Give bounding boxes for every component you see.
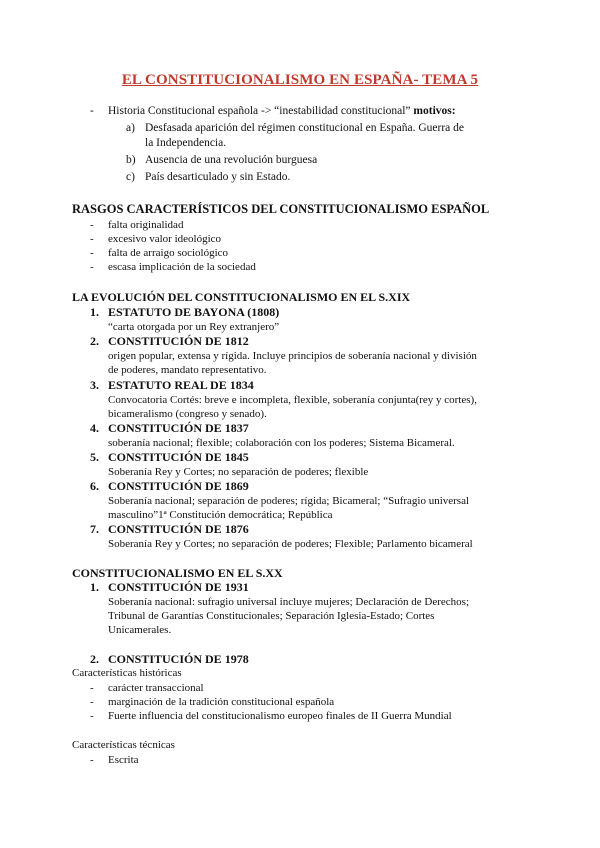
item-desc: origen popular, extensa y rígida. Incluye principios de soberanía nacional y división [108,350,477,362]
list-dash: - [90,696,94,708]
item-title: CONSTITUCIÓN DE 1812 [108,334,249,348]
item-number: 3. [90,378,99,392]
item-number: 6. [90,479,99,493]
list-item: excesivo valor ideológico [108,233,222,245]
list-marker: b) [126,154,136,166]
list-dash: - [90,233,94,245]
list-item: Desfasada aparición del régimen constitucional en España. Guerra de [145,122,464,134]
item-title: ESTATUTO REAL DE 1834 [108,378,254,392]
item-desc: masculino”1ª Constitución democrática; República [108,509,333,521]
list-item: Escrita [108,754,139,766]
list-dash: - [90,219,94,231]
section-heading-sxx: CONSTITUCIONALISMO EN EL S.XX [72,566,283,580]
section-heading-evolucion: LA EVOLUCIÓN DEL CONSTITUCIONALISMO EN EL S.XIX [72,290,411,304]
item-number: 7. [90,522,99,536]
list-marker: a) [126,122,135,134]
item-title: CONSTITUCIÓN DE 1845 [108,450,249,464]
intro-bold: motivos: [413,105,456,117]
list-dash: - [90,682,94,694]
list-item-cont: la Independencia. [145,137,227,149]
list-item: País desarticulado y sin Estado. [145,171,291,183]
intro-text: Historia Constitucional española -> “inestabilidad constitucional” [108,105,411,117]
item-desc: Unicamerales. [108,624,172,636]
list-marker: c) [126,171,135,183]
subheading-tecnicas: Características técnicas [72,739,175,751]
item-desc: Convocatoria Cortés: breve e incompleta, flexible, soberanía conjunta(rey y cortes), [108,394,477,406]
item-title: ESTATUTO DE BAYONA (1808) [108,305,280,319]
item-desc: de poderes, mandato representativo. [108,364,267,376]
item-desc: Soberanía nacional; separación de poderes; rígida; Bicameral; “Sufragio universal [108,495,470,507]
list-item: escasa implicación de la sociedad [108,261,256,273]
section-heading-rasgos: RASGOS CARACTERÍSTICOS DEL CONSTITUCIONALISMO ESPAÑOL [72,202,490,216]
list-dash: - [90,710,94,722]
item-desc: bicameralismo (congreso y senado). [108,408,267,420]
item-title: CONSTITUCIÓN DE 1869 [108,479,249,493]
list-dash: - [90,754,94,766]
list-item: falta de arraigo sociológico [108,247,229,259]
item-title: CONSTITUCIÓN DE 1876 [108,522,249,536]
list-item: carácter transaccional [108,682,204,694]
item-title: CONSTITUCIÓN DE 1931 [108,580,249,594]
list-dash: - [90,247,94,259]
item-number: 2. [90,652,99,666]
item-desc: Soberanía nacional: sufragio universal incluye mujeres; Declaración de Derechos; [108,596,470,608]
item-title: CONSTITUCIÓN DE 1978 [108,652,249,666]
item-desc: Soberanía Rey y Cortes; no separación de poderes; Flexible; Parlamento bicameral [108,538,473,550]
item-desc: “carta otorgada por un Rey extranjero” [108,321,280,333]
item-title: CONSTITUCIÓN DE 1837 [108,421,249,435]
list-item: falta originalidad [108,219,184,231]
item-desc: soberanía nacional; flexible; colaboración con los poderes; Sistema Bicameral. [108,437,455,449]
list-item: marginación de la tradición constitucional española [108,696,335,708]
intro-line [108,104,456,118]
item-number: 4. [90,421,99,435]
item-number: 2. [90,334,99,348]
item-number: 1. [90,580,99,594]
list-dash: - [90,261,94,273]
item-number: 1. [90,305,99,319]
list-dash: - [90,105,94,117]
page-title: EL CONSTITUCIONALISMO EN ESPAÑA- TEMA 5 [121,72,479,88]
item-number: 5. [90,450,99,464]
subheading-historicas: Características históricas [72,667,182,679]
item-desc: Soberanía Rey y Cortes; no separación de poderes; flexible [108,466,369,478]
list-item: Fuerte influencia del constitucionalismo europeo finales de II Guerra Mundial [108,710,452,722]
list-item: Ausencia de una revolución burguesa [145,154,318,166]
item-desc: Tribunal de Garantías Constitucionales; Separación Iglesia-Estado; Cortes [108,610,435,622]
